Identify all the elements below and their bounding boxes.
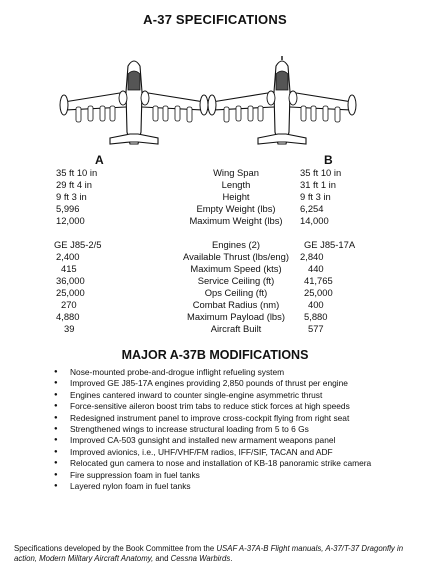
spec-value-a: 25,000 (56, 287, 85, 298)
spec-row (0, 215, 430, 227)
spec-row (0, 191, 430, 203)
spec-value-a: 12,000 (56, 215, 85, 226)
list-item: ● Engines cantered inward to counter single-engine asymmetric thrust (54, 390, 424, 401)
spec-label: Service Ceiling (ft) (197, 275, 275, 286)
spec-label: Aircraft Built (210, 323, 262, 334)
footnote-suffix: . (230, 554, 233, 564)
spec-row (0, 239, 430, 251)
spec-row (0, 275, 430, 287)
spec-value-a: 36,000 (56, 275, 85, 286)
footnote-source-2: Cessna Warbirds (170, 554, 231, 564)
footnote-prefix: Specifications developed by the Book Committee from the (14, 544, 217, 553)
spec-value-b: GE J85-17A (304, 239, 356, 250)
spec-label: Length (221, 179, 251, 190)
spec-label: Maximum Weight (lbs) (189, 215, 283, 226)
column-b-heading: B (324, 153, 333, 167)
spec-row (0, 203, 430, 215)
list-item: ● Fire suppression foam in fuel tanks (54, 470, 424, 481)
spec-value-a: 2,400 (56, 251, 80, 262)
spec-value-b: 31 ft 1 in (300, 179, 336, 190)
spec-row (0, 287, 430, 299)
spec-value-a: 270 (61, 299, 77, 310)
spec-value-b: 2,840 (300, 251, 324, 262)
spec-value-b: 14,000 (300, 215, 329, 226)
list-item: ● Improved GE J85-17A engines providing 2,850 pounds of thrust per engine (54, 378, 424, 389)
spec-value-b: 9 ft 3 in (300, 191, 331, 202)
spec-label: Available Thrust (lbs/eng) (183, 251, 289, 262)
spec-value-b: 41,765 (304, 275, 333, 286)
aircraft-b-drawing (208, 56, 356, 144)
list-item: ● Layered nylon foam in fuel tanks (54, 481, 424, 492)
aircraft-drawings (0, 54, 430, 154)
spec-row (0, 323, 430, 335)
spec-row (0, 299, 430, 311)
aircraft-a-drawing (60, 61, 208, 144)
spec-label: Ops Ceiling (ft) (204, 287, 268, 298)
spec-label: Maximum Payload (lbs) (187, 311, 285, 322)
spec-row (0, 251, 430, 263)
footnote-middle: and (153, 554, 171, 564)
spec-label: Engines (2) (212, 239, 260, 250)
spec-value-a: GE J85-2/5 (54, 239, 102, 250)
spec-value-b: 35 ft 10 in (300, 167, 342, 178)
spec-value-a: 35 ft 10 in (56, 167, 98, 178)
spec-row (0, 311, 430, 323)
spec-label: Wing Span (213, 167, 259, 178)
spec-value-b: 6,254 (300, 203, 324, 214)
spec-value-b: 5,880 (304, 311, 328, 322)
list-item: ● Improved avionics, i.e., UHF/VHF/FM radios, IFF/SIF, TACAN and ADF (54, 447, 424, 458)
spec-value-a: 415 (61, 263, 77, 274)
spec-value-a: 4,880 (56, 311, 80, 322)
footnote-sources: USAF A-37A-B Flight manuals, A-37/T-37 Dragonfly in action, Modern Military Aircraft Anatomy, (14, 544, 404, 564)
list-item: ● Improved CA-503 gunsight and installed new armament weapons panel (54, 435, 424, 446)
spec-row (0, 167, 430, 179)
modifications-list (54, 367, 424, 492)
list-item: ● Force-sensitive aileron boost trim tabs to reduce stick forces at high speeds (54, 401, 424, 412)
modifications-heading: MAJOR A-37B MODIFICATIONS (121, 348, 309, 362)
spec-value-b: 440 (308, 263, 324, 274)
list-item: ● Nose-mounted probe-and-drogue inflight refueling system (54, 367, 424, 378)
page-title: A-37 SPECIFICATIONS (143, 12, 287, 27)
column-a-heading: A (95, 153, 104, 167)
spec-label: Height (222, 191, 250, 202)
spec-value-b: 400 (308, 299, 324, 310)
spec-row (0, 179, 430, 191)
spec-label: Empty Weight (lbs) (196, 203, 276, 214)
spec-label: Maximum Speed (kts) (190, 263, 282, 274)
spec-value-b: 25,000 (304, 287, 333, 298)
spec-value-a: 9 ft 3 in (56, 191, 87, 202)
list-item: ● Redesigned instrument panel to improve cross-cockpit flying from right seat (54, 413, 424, 424)
spec-value-a: 29 ft 4 in (56, 179, 92, 190)
spec-value-a: 5,996 (56, 203, 80, 214)
list-item: ● Strengthened wings to increase structural loading from 5 to 6 Gs (54, 424, 424, 435)
spec-row (0, 263, 430, 275)
spec-value-a: 39 (64, 323, 75, 334)
spec-value-b: 577 (308, 323, 324, 334)
spec-label: Combat Radius (nm) (192, 299, 280, 310)
list-item: ● Relocated gun camera to nose and installation of KB-18 panoramic strike camera (54, 458, 424, 469)
footnote (14, 544, 420, 565)
